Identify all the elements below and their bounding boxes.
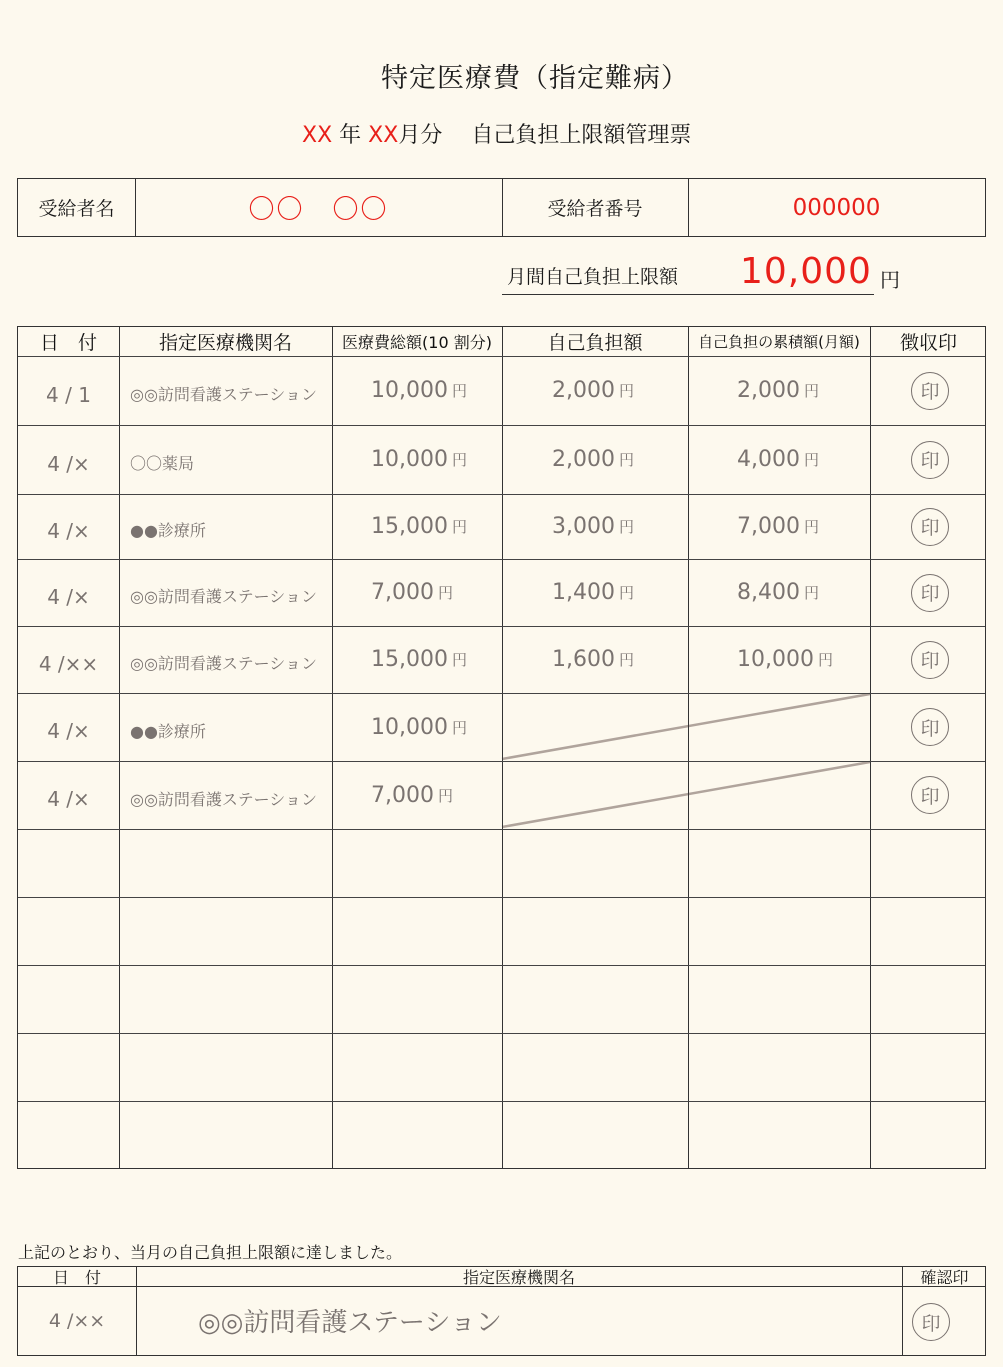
header-self-pay: 自己負担額 [547, 332, 643, 354]
confirm-header-stamp: 確認印 [920, 1268, 969, 1287]
row-cumulative: 2,000 円 [737, 378, 819, 403]
strike-line [502, 694, 870, 759]
yen-unit: 円 [618, 382, 634, 400]
row-date: 4 /× [47, 518, 90, 543]
yen-unit: 円 [618, 518, 634, 536]
recipient-number-label: 受給者番号 [547, 198, 643, 220]
cost-table [17, 326, 986, 1169]
yen-unit: 円 [618, 584, 634, 602]
collection-stamp-icon: 印 [911, 708, 949, 746]
collection-stamp-icon: 印 [911, 441, 949, 479]
yen-unit: 円 [451, 651, 467, 669]
collection-stamp-icon: 印 [911, 372, 949, 410]
row-date: 4 /× [47, 719, 90, 743]
row-facility: ◎◎訪問看護ステーション [130, 654, 317, 673]
confirm-date: 4 /×× [48, 1309, 106, 1332]
confirm-header-date: 日 付 [52, 1268, 101, 1287]
year-label: 年 [339, 123, 362, 148]
header-facility: 指定医療機関名 [158, 332, 292, 354]
row-facility: ◎◎訪問看護ステーション [130, 789, 317, 809]
yen-unit: 円 [451, 382, 467, 400]
yen-unit: 円 [437, 786, 453, 805]
confirmation-table [17, 1266, 986, 1356]
row-total: 7,000 円 [371, 580, 453, 605]
row-facility: ●●診療所 [130, 521, 206, 540]
row-total: 15,000 円 [371, 514, 467, 539]
column-divider [688, 327, 689, 1168]
yen-unit: 円 [451, 718, 467, 737]
row-divider [18, 1033, 985, 1034]
limit-value: 10,000 [740, 251, 872, 292]
limit-label: 月間自己負担上限額 [507, 266, 679, 288]
month-label: 月分 [398, 123, 443, 148]
month-value: XX [368, 123, 399, 148]
yen-unit: 円 [451, 518, 467, 536]
row-facility: ●●診療所 [130, 721, 206, 741]
row-divider [18, 829, 985, 830]
row-self-pay: 1,400 円 [552, 580, 634, 605]
row-total: 15,000 円 [371, 647, 467, 672]
page-title: 特定医療費（指定難病） [381, 63, 689, 94]
row-self-pay: 2,000 円 [552, 447, 634, 472]
yen-unit: 円 [803, 518, 819, 536]
row-facility: ◎◎訪問看護ステーション [130, 587, 317, 606]
row-total: 10,000 円 [371, 447, 467, 472]
collection-stamp-icon: 印 [911, 776, 949, 814]
header-cumulative: 自己負担の累積額(月額) [698, 333, 860, 351]
row-total: 7,000 円 [371, 782, 453, 808]
row-date: 4 /×× [38, 651, 99, 676]
row-date: 4 / 1 [46, 382, 91, 407]
row-facility: 〇〇薬局 [130, 454, 195, 473]
yen-unit: 円 [803, 382, 819, 400]
year-value: XX [302, 123, 333, 148]
collection-stamp-icon: 印 [911, 641, 949, 679]
confirm-header-facility: 指定医療機関名 [462, 1268, 575, 1287]
collection-stamp-icon: 印 [911, 574, 949, 612]
row-cumulative: 10,000 円 [737, 647, 833, 672]
header-stamp: 徴収印 [899, 332, 957, 354]
row-facility: ◎◎訪問看護ステーション [130, 385, 317, 404]
column-divider [119, 327, 120, 1168]
yen-unit: 円 [451, 451, 467, 469]
form-name: 自己負担上限額管理票 [471, 123, 692, 148]
row-cumulative: 7,000 円 [737, 514, 819, 539]
row-date: 4 /× [47, 584, 90, 609]
yen-unit: 円 [618, 651, 634, 669]
row-divider [18, 897, 985, 898]
column-divider [870, 327, 871, 1168]
row-total: 10,000 円 [371, 378, 467, 403]
header-total: 医療費総額(10 割分) [342, 333, 492, 352]
completion-note: 上記のとおり、当月の自己負担上限額に達しました。 [18, 1243, 403, 1262]
row-self-pay: 1,600 円 [552, 647, 634, 672]
column-divider [502, 327, 503, 1168]
recipient-box [17, 178, 986, 237]
row-date: 4 /× [47, 787, 90, 811]
strike-line [502, 762, 870, 827]
row-self-pay: 2,000 円 [552, 378, 634, 403]
yen-unit: 円 [817, 651, 833, 669]
row-cumulative: 4,000 円 [737, 447, 819, 472]
confirm-facility: ◎◎訪問看護ステーション [198, 1308, 502, 1338]
row-date: 4 /× [47, 451, 90, 476]
limit-underline [502, 294, 874, 295]
row-total: 10,000 円 [371, 714, 467, 740]
yen-unit: 円 [618, 451, 634, 469]
column-divider [332, 327, 333, 1168]
header-date: 日 付 [39, 332, 97, 354]
limit-unit: 円 [880, 268, 900, 292]
confirm-stamp-icon: 印 [912, 1303, 950, 1341]
row-divider [18, 965, 985, 966]
yen-unit: 円 [803, 584, 819, 602]
yen-unit: 円 [437, 584, 453, 602]
yen-unit: 円 [803, 451, 819, 469]
recipient-number-value: 000000 [792, 194, 881, 221]
recipient-name-value: 〇〇 〇〇 [248, 195, 389, 225]
recipient-name-label: 受給者名 [38, 198, 115, 220]
form-subtitle [302, 118, 691, 149]
row-cumulative: 8,400 円 [737, 580, 819, 605]
row-self-pay: 3,000 円 [552, 514, 634, 539]
collection-stamp-icon: 印 [911, 508, 949, 546]
row-divider [18, 1101, 985, 1102]
